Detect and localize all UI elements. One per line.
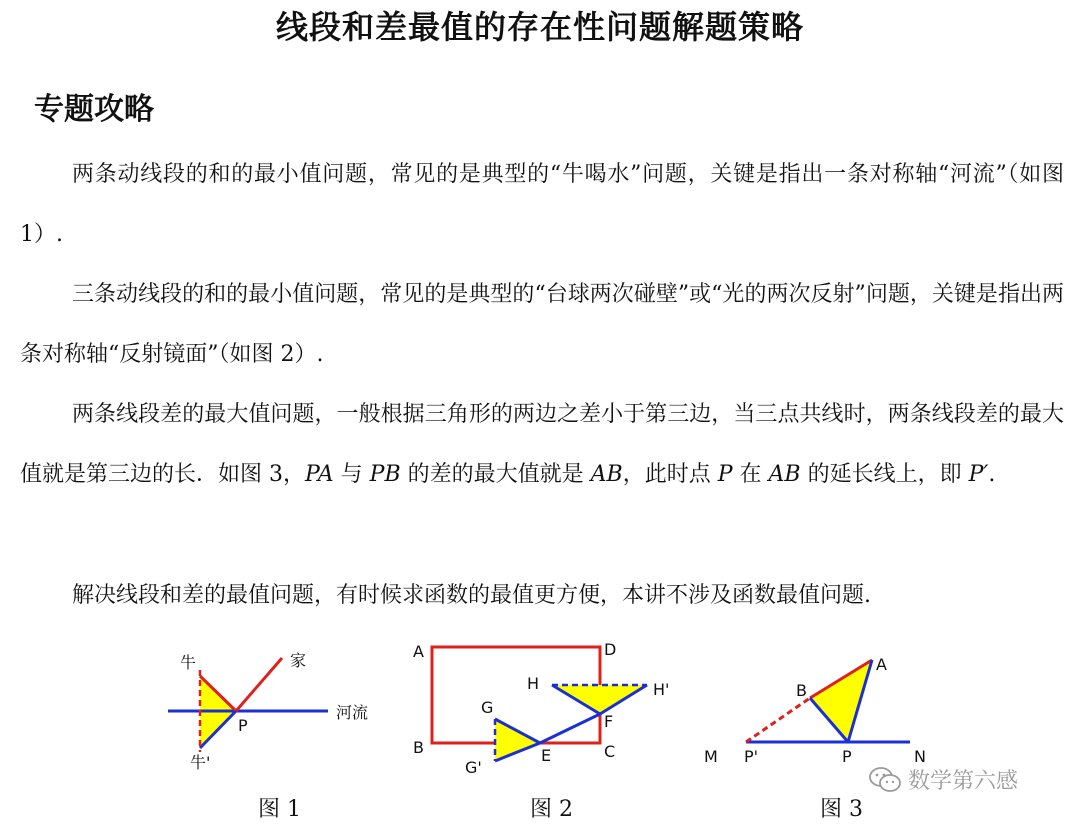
fig1-caption: 图 1 bbox=[258, 797, 301, 822]
fig2-e-to-f bbox=[540, 714, 600, 743]
figure-3 bbox=[700, 650, 940, 765]
p3-text-k: 的延长线上，即 bbox=[800, 462, 969, 487]
fig2-label-b: B bbox=[413, 738, 424, 757]
watermark bbox=[868, 764, 1018, 795]
fig3-label-b: B bbox=[796, 681, 807, 700]
paragraph-4: 解决线段和差的最值问题，有时候求函数的最值更方便，本讲不涉及函数最值问题. bbox=[72, 583, 871, 608]
p3-math-p: P bbox=[717, 462, 733, 487]
section-heading: 专题攻略 bbox=[34, 92, 154, 127]
fig1-label-river: 河流 bbox=[336, 703, 369, 722]
fig1-p-to-home bbox=[236, 658, 282, 711]
fig3-caption: 图 3 bbox=[820, 797, 863, 822]
fig3-yellow-triangle bbox=[810, 660, 872, 742]
p3-math-ab: AB bbox=[590, 462, 623, 487]
p3-text-a: 两条线段差的最大值问题，一般根据三角形的两边之差小于第三边，当三点共线时，两条线段差的最大值就是第三边的长．如图 3， bbox=[20, 402, 1064, 487]
fig2-label-c: C bbox=[604, 742, 616, 761]
p3-text-m: . bbox=[988, 462, 996, 487]
fig3-p-prime-to-b-dash bbox=[746, 698, 810, 742]
p3-math-pb: PB bbox=[369, 462, 401, 487]
fig3-label-p: P bbox=[842, 747, 852, 766]
fig1-label-p: P bbox=[238, 716, 248, 735]
fig2-label-a: A bbox=[413, 642, 424, 661]
page-title: 线段和差最值的存在性问题解题策略 bbox=[275, 8, 804, 46]
p3-math-ab-2: AB bbox=[768, 462, 801, 487]
p3-text-e: 的差的最大值就是 bbox=[400, 462, 591, 487]
p3-math-pa: PA bbox=[305, 462, 334, 487]
paragraph-3 bbox=[20, 385, 1064, 505]
fig2-label-h: H bbox=[527, 674, 540, 693]
fig2-label-f: F bbox=[604, 712, 614, 731]
wechat-icon bbox=[868, 766, 902, 794]
fig1-label-cow: 牛 bbox=[180, 653, 197, 672]
p3-text-c: 与 bbox=[333, 462, 370, 487]
fig3-label-p-prime: P' bbox=[744, 747, 759, 766]
fig2-label-g-prime: G' bbox=[465, 758, 482, 777]
p3-text-g: ，此时点 bbox=[622, 462, 718, 487]
fig3-label-a: A bbox=[876, 655, 887, 674]
fig2-label-e: E bbox=[541, 746, 552, 765]
fig1-label-home: 家 bbox=[290, 651, 307, 670]
figure-1 bbox=[160, 640, 390, 775]
fig2-label-d: D bbox=[604, 640, 617, 659]
fig2-label-g: G bbox=[481, 698, 494, 717]
fig3-label-n: N bbox=[914, 747, 926, 766]
paragraph-2: 三条动线段的和的最小值问题，常见的是典型的“台球两次碰壁”或“光的两次反射”问题，关键是指出两条对称轴“反射镜面”（如图 2）. bbox=[20, 282, 1064, 367]
fig3-label-m: M bbox=[704, 747, 718, 766]
fig2-yellow-triangle-h bbox=[552, 685, 647, 714]
fig2-caption: 图 2 bbox=[530, 797, 573, 822]
fig2-label-h-prime: H' bbox=[653, 680, 670, 699]
watermark-text: 数学第六感 bbox=[908, 769, 1019, 794]
figure-2 bbox=[405, 635, 695, 775]
paragraph-1: 两条动线段的和的最小值问题，常见的是典型的“牛喝水”问题，关键是指出一条对称轴“河流”（如图 1）. bbox=[20, 162, 1064, 247]
fig1-label-cow-prime: 牛' bbox=[190, 753, 211, 772]
p3-text-i: 在 bbox=[732, 462, 769, 487]
p3-math-p-prime: P′ bbox=[968, 462, 989, 487]
